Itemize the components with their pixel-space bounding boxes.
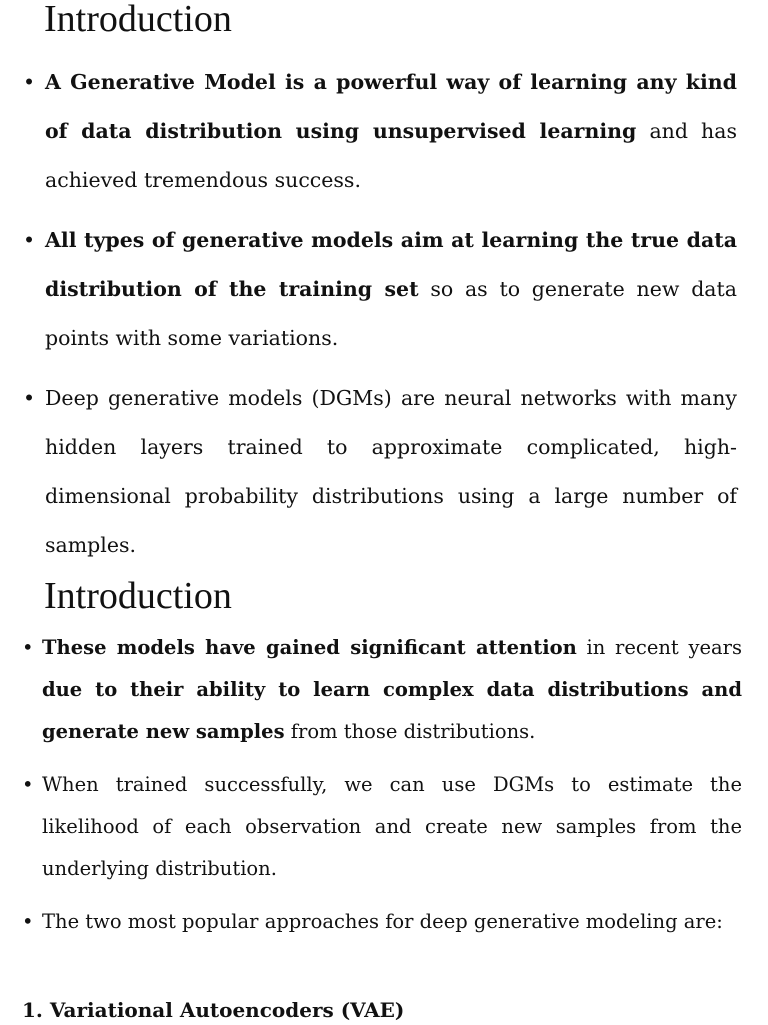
- bullet-text: so as to generate new data points with some variations.: [45, 277, 737, 350]
- slide-2-bullet-1: [22, 627, 742, 753]
- bullet-icon: •: [22, 910, 34, 933]
- bullet-text: Deep generative models (DGMs) are neural networks with many hidden layers trained to approximate complicated, high-dimensional probability distributions using a large number of samples.: [45, 386, 737, 557]
- bullet-icon: •: [22, 773, 34, 796]
- bullet-icon: •: [22, 636, 34, 659]
- bullet-icon: •: [23, 70, 36, 94]
- slide-2-bullet-3: [22, 901, 742, 943]
- slide-1-bullet-3: [23, 374, 737, 570]
- bullet-text: from those distributions.: [284, 720, 536, 743]
- slide-1-bullet-1: [23, 58, 737, 205]
- slide-2-bullet-list: [22, 627, 742, 954]
- bullet-icon: •: [23, 228, 36, 252]
- slide-2-bullet-2: [22, 764, 742, 890]
- slide-1-title: Introduction: [44, 0, 232, 40]
- bullet-bold-text: All types of generative models aim at learning the true data distribution of the training set: [45, 228, 737, 301]
- bullet-icon: •: [23, 386, 36, 410]
- bullet-bold-text: due to their ability to learn complex data distributions and generate new samples: [42, 678, 742, 743]
- bullet-text: The two most popular approaches for deep generative modeling are:: [42, 910, 723, 933]
- slide-1-bullet-list: [23, 58, 737, 581]
- bullet-bold-text: These models have gained significant attention: [42, 636, 577, 659]
- slide-1-bullet-2: [23, 216, 737, 363]
- numbered-item-vae: 1. Variational Autoencoders (VAE): [22, 998, 405, 1022]
- bullet-text: in recent years: [576, 636, 742, 659]
- slide-2-title: Introduction: [44, 575, 232, 617]
- bullet-text: When trained successfully, we can use DGMs to estimate the likelihood of each observation and create new samples from the underlying distribution.: [42, 773, 742, 880]
- bullet-bold-text: A Generative Model is a powerful way of learning any kind of data distribution using unsupervised learning: [45, 70, 737, 143]
- slide-2: [0, 570, 768, 1024]
- bullet-text: and has achieved tremendous success.: [45, 119, 737, 192]
